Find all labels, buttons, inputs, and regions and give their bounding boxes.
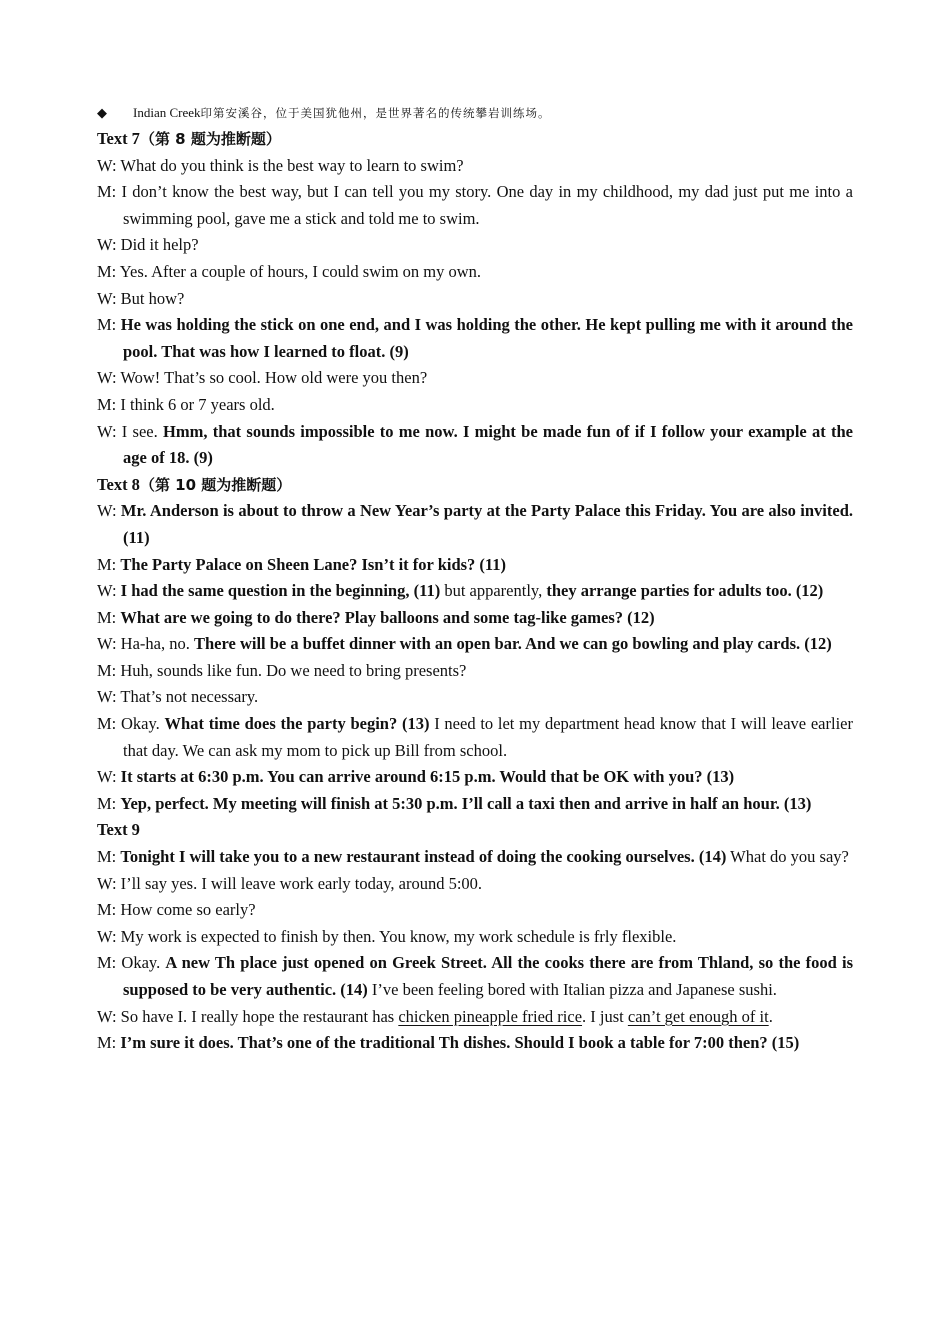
text-segment: W: What do you think is the best way to learn to swim? xyxy=(97,155,464,175)
text-segment: M: xyxy=(97,793,121,813)
dialogue-line xyxy=(97,259,853,286)
text-segment: W: So have I. I really hope the restaurant has xyxy=(97,1006,399,1026)
text-segment: M: xyxy=(97,315,121,335)
dialogue-line xyxy=(97,1004,853,1031)
dialogue-line xyxy=(97,711,853,764)
text-segment: M: Huh, sounds like fun. Do we need to bring presents? xyxy=(97,660,467,680)
text-segment: . xyxy=(768,1006,773,1026)
diamond-bullet-icon: ◆ xyxy=(97,105,107,120)
footnote-explanation: 印第安溪谷，位于美国犹他州，是世界著名的传统攀岩训练场。 xyxy=(200,106,551,120)
text-segment: M: I think 6 or 7 years old. xyxy=(97,394,275,414)
bold-text-segment: A new Th place just opened on Greek Street. All the cooks there are from Thland, so the food is supposed to be very authentic. (14) xyxy=(123,953,853,999)
text-segment: W: xyxy=(97,767,121,787)
bold-text-segment: I had the same question in the beginning, (11) xyxy=(120,581,441,601)
dialogue-line xyxy=(97,419,853,472)
dialogue-text9 xyxy=(97,844,853,1057)
bold-text-segment: He was holding the stick on one end, and I was holding the other. He kept pulling me with it around the pool. That was how I learned to float. (9) xyxy=(120,315,853,361)
section-subtitle: （第 8 题为推断题） xyxy=(139,130,281,148)
document-page xyxy=(97,100,853,1057)
footnote xyxy=(97,100,853,126)
text-segment: I need to let my department head know that I will leave earlier that day. We can ask my mom to pick up Bill from school. xyxy=(123,714,853,760)
bold-text-segment: Yep, perfect. My meeting will finish at 5:30 p.m. I’ll call a taxi then and arrive in half an hour. (13) xyxy=(120,793,812,813)
bold-text-segment: they arrange parties for adults too. (12) xyxy=(546,581,824,601)
section-title: Text 8 xyxy=(97,474,140,494)
dialogue-line xyxy=(97,578,853,605)
dialogue-line xyxy=(97,605,853,632)
dialogue-line xyxy=(97,179,853,232)
text-segment: M: xyxy=(97,1033,121,1053)
text-segment: M: xyxy=(97,554,121,574)
dialogue-line xyxy=(97,871,853,898)
footnote-term: Indian Creek xyxy=(133,105,201,120)
bold-text-segment: Tonight I will take you to a new restaurant instead of doing the cooking ourselves. (14) xyxy=(120,847,727,867)
dialogue-line xyxy=(97,312,853,365)
text-segment: . I just xyxy=(582,1006,628,1026)
dialogue-line xyxy=(97,631,853,658)
text-segment: I’ve been feeling bored with Italian pizza and Japanese sushi. xyxy=(367,980,777,999)
dialogue-line xyxy=(97,924,853,951)
dialogue-line xyxy=(97,498,853,551)
dialogue-line xyxy=(97,1030,853,1057)
section-subtitle: （第 10 题为推断题） xyxy=(139,475,292,494)
bold-text-segment: What time does the party begin? (13) xyxy=(164,714,430,734)
dialogue-line xyxy=(97,286,853,313)
section-title: Text 9 xyxy=(97,820,140,840)
text-segment: W: That’s not necessary. xyxy=(97,687,259,707)
bold-text-segment: Hmm, that sounds impossible to me now. I might be made fun of if I follow your example at the age of 18. (9) xyxy=(123,421,853,468)
text-segment: M: xyxy=(97,847,121,867)
dialogue-line xyxy=(97,658,853,685)
text-segment: M: Okay. xyxy=(97,953,166,973)
text-segment: M: How come so early? xyxy=(97,900,256,920)
dialogue-line xyxy=(97,897,853,924)
section-heading-text8 xyxy=(97,472,853,499)
text-segment: W: But how? xyxy=(97,288,185,308)
text-segment: W: Did it help? xyxy=(97,235,199,255)
dialogue-line xyxy=(97,392,853,419)
text-segment: W: Ha-ha, no. xyxy=(97,634,194,654)
dialogue-text7 xyxy=(97,153,853,472)
dialogue-text8 xyxy=(97,498,853,817)
dialogue-line xyxy=(97,950,853,1003)
text-segment: M: xyxy=(97,607,121,627)
text-segment: What do you say? xyxy=(726,847,849,867)
dialogue-line xyxy=(97,232,853,259)
bold-text-segment: I’m sure it does. That’s one of the traditional Th dishes. Should I book a table for 7:00 then? (15) xyxy=(120,1033,800,1053)
text-segment: W: xyxy=(97,581,121,601)
underlined-text-segment: can’t get enough of it xyxy=(627,1006,769,1026)
text-segment: M: Yes. After a couple of hours, I could swim on my own. xyxy=(97,261,482,281)
text-segment: W: Wow! That’s so cool. How old were you then? xyxy=(97,368,428,388)
dialogue-line xyxy=(97,153,853,180)
underlined-text-segment: chicken pineapple fried rice xyxy=(398,1006,583,1026)
text-segment: W: I’ll say yes. I will leave work early today, around 5:00. xyxy=(97,873,483,893)
text-segment: W: I see. xyxy=(97,421,164,441)
dialogue-line xyxy=(97,764,853,791)
dialogue-line xyxy=(97,365,853,392)
section-title: Text 7 xyxy=(97,129,140,148)
dialogue-line xyxy=(97,552,853,579)
dialogue-line xyxy=(97,684,853,711)
text-segment: M: Okay. xyxy=(97,714,165,734)
dialogue-line xyxy=(97,791,853,818)
text-segment: M: I don’t know the best way, but I can tell you my story. One day in my childhood, my dad just put me into a swimming pool, gave me a stick and told me to swim. xyxy=(97,182,853,228)
section-heading-text7 xyxy=(97,126,853,153)
text-segment: W: My work is expected to finish by then. You know, my work schedule is frly flexible. xyxy=(97,926,677,946)
bold-text-segment: There will be a buffet dinner with an open bar. And we can go bowling and play cards. (12) xyxy=(193,634,832,654)
text-segment: but apparently, xyxy=(440,581,547,601)
bold-text-segment: What are we going to do there? Play balloons and some tag-like games? (12) xyxy=(120,607,655,627)
bold-text-segment: It starts at 6:30 p.m. You can arrive around 6:15 p.m. Would that be OK with you? (13) xyxy=(120,767,735,787)
bold-text-segment: Mr. Anderson is about to throw a New Year’s party at the Party Palace this Friday. You are also invited. (11) xyxy=(120,501,853,547)
dialogue-line xyxy=(97,844,853,871)
text-segment: W: xyxy=(97,501,121,521)
section-heading-text9 xyxy=(97,817,853,844)
bold-text-segment: The Party Palace on Sheen Lane? Isn’t it for kids? (11) xyxy=(120,554,507,574)
